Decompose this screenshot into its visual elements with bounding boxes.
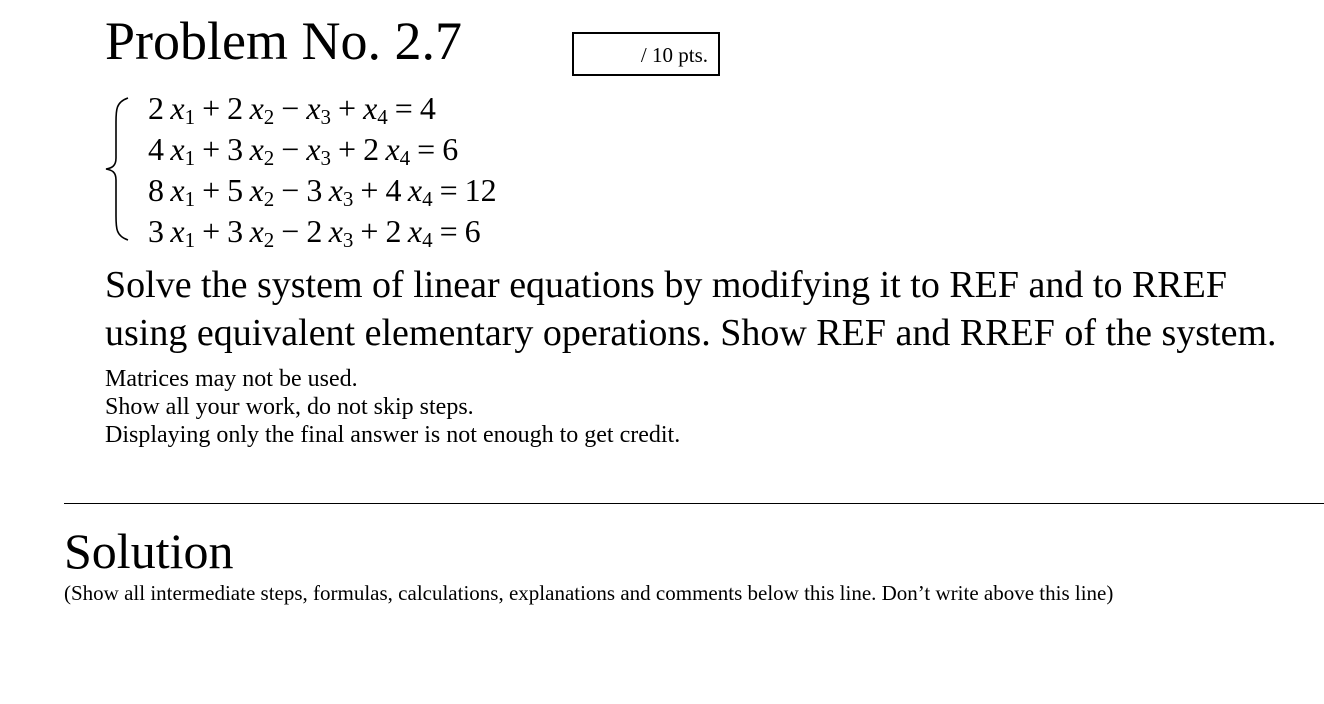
coefficient: 3 [148,213,171,249]
operator: + [338,90,357,126]
operator: + [202,131,221,167]
variable-index: 2 [263,146,275,170]
equation-term [385,213,433,252]
equation-term [363,131,411,170]
variable: x [363,90,378,126]
problem-title: Problem No. 2.7 [105,11,462,71]
instruction-line-1: Solve the system of linear equations by modifying it to REF and to RREF [105,264,1227,306]
operator: = [439,172,458,208]
equation-row [148,88,436,128]
equation-term [227,172,275,211]
equation-term [148,131,196,170]
operator: + [338,131,357,167]
solution-title: Solution [64,523,234,579]
note-line-3: Displaying only the final answer is not enough to get credit. [105,422,681,448]
variable-index: 4 [422,187,433,211]
variable-index: 2 [263,105,275,129]
operator: + [202,90,221,126]
equation-term [227,213,275,252]
variable-index: 3 [342,187,354,211]
note-line-1: Matrices may not be used. [105,366,358,392]
variable: x [306,90,321,126]
coefficient: 3 [227,213,250,249]
variable: x [328,172,343,208]
variable-index: 1 [184,146,196,170]
equation-term [306,90,332,129]
coefficient: 2 [227,90,250,126]
operator: − [281,90,300,126]
variable-index: 1 [184,228,196,252]
coefficient: 3 [306,172,329,208]
variable-index: 2 [263,187,275,211]
equation-term [148,213,196,252]
operator: + [360,213,379,249]
operator: − [281,172,300,208]
operator: − [281,131,300,167]
equation-term [385,172,433,211]
variable: x [407,213,423,249]
variable-index: 3 [342,228,354,252]
coefficient: 8 [148,172,171,208]
equation-row [148,129,458,169]
variable: x [306,131,321,167]
coefficient: 2 [363,131,386,167]
equation-term [148,172,196,211]
note-line-2: Show all your work, do not skip steps. [105,394,474,420]
left-brace [104,96,130,242]
variable: x [407,172,423,208]
variable-index: 2 [263,228,275,252]
variable-index: 4 [399,146,411,170]
equation-term [306,172,354,211]
score-label: / 10 pts. [640,43,708,67]
coefficient: 2 [385,213,408,249]
variable: x [170,90,185,126]
variable: x [170,172,185,208]
equation-term [306,131,332,170]
operator: = [439,213,458,249]
variable: x [170,131,185,167]
coefficient: 2 [306,213,329,249]
variable: x [170,213,185,249]
variable-index: 3 [320,105,332,129]
rhs-value: 6 [442,131,459,167]
score-box[interactable] [572,32,720,76]
solution-note: (Show all intermediate steps, formulas, calculations, explanations and comments below this line. Don’t write above this line) [64,581,1114,605]
operator: + [202,213,221,249]
coefficient: 4 [385,172,408,208]
variable: x [385,131,400,167]
variable: x [328,213,343,249]
rhs-value: 6 [464,213,481,249]
variable: x [249,172,264,208]
coefficient: 5 [227,172,250,208]
equation-term [148,90,196,129]
divider-line [64,503,1324,504]
coefficient: 2 [148,90,171,126]
rhs-value: 4 [419,90,436,126]
operator: + [202,172,221,208]
rhs-value: 12 [464,172,497,208]
variable: x [249,213,264,249]
variable-index: 4 [377,105,388,129]
operator: = [394,90,413,126]
coefficient: 4 [148,131,171,167]
coefficient: 3 [227,131,250,167]
operator: − [281,213,300,249]
variable: x [249,131,264,167]
operator: = [417,131,436,167]
variable: x [249,90,264,126]
equation-term [363,90,388,129]
variable-index: 1 [184,187,196,211]
equation-row [148,211,481,251]
instruction-line-2: using equivalent elementary operations. Show REF and RREF of the system. [105,312,1277,354]
variable-index: 4 [422,228,433,252]
variable-index: 1 [184,105,196,129]
equation-row [148,170,497,210]
operator: + [360,172,379,208]
equation-term [306,213,354,252]
equation-term [227,131,275,170]
equation-term [227,90,275,129]
variable-index: 3 [320,146,332,170]
